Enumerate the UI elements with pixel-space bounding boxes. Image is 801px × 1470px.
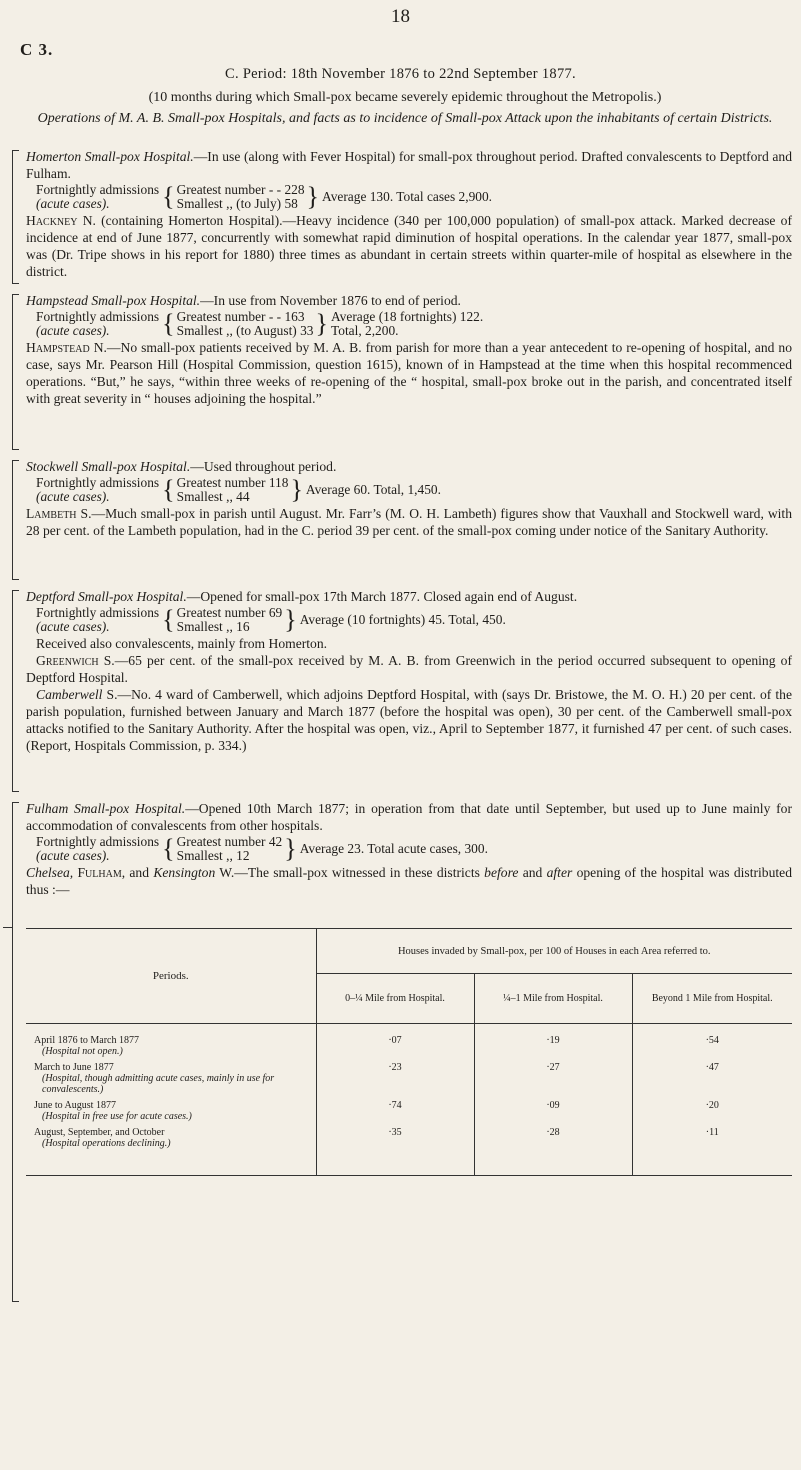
period-label: August, September, and October [34,1127,165,1138]
houses-invaded-header: Houses invaded by Small-pox, per 100 of Houses in each Area referred to. [316,929,792,974]
hospital-intro: —In use from November 1876 to end of period. [200,293,461,308]
periods-header: Periods. [26,929,316,1024]
stockwell-section [12,458,792,582]
greatest-number: Greatest number - - 163 [176,309,305,324]
period-cell [26,1034,316,1061]
hospital-title: Homerton Small-pox Hospital. [26,149,194,164]
hospital-intro: —Opened for small-pox 17th March 1877. Closed again end of August. [186,589,578,604]
district-name: Hackney [26,213,78,228]
admissions-label: Fortnightly admissions [36,182,160,197]
table-row [26,1126,792,1153]
value-cell: ·07 [316,1034,474,1061]
table-row [26,1061,792,1099]
district-text: S.—Much small-pox in parish until August. Mr. Farr’s (M. O. H. Lambeth) figures show that Vauxhall and Stockwell ward, with 28 per cent. of the Lambeth population, had in the C. period 39 per cent. of the small-pox coming under notice of the Sanitary Authority. [26,506,792,538]
hospital-intro: —Opened 10th March 1877; in operation from that date until September, but used up to June mainly for accommodation of convalescents from other hospitals. [26,801,793,833]
col-mid-header: ¼–1 Mile from Hospital. [474,974,632,1024]
district-name: Kensington [153,865,216,880]
section-code: C 3. [20,40,54,59]
smallest-number: Smallest ,, 16 [176,619,250,634]
admissions-sublabel: (acute cases). [36,323,110,338]
value-cell: ·23 [316,1061,474,1099]
district-name: Fulham, [77,865,126,880]
greatest-number: Greatest number 42 [176,834,283,849]
admissions-summary: Average (10 fortnights) 45. Total, 450. [299,612,506,627]
fulham-section [12,800,792,924]
period-note: (Hospital not open.) [42,1046,123,1057]
district-text: S.—No. 4 ward of Camberwell, which adjoins Deptford Hospital, with (says Dr. Bristowe, the M. O. H.) 20 per cent. of the parish population, furnished between January and March 1877 (before the hospital was open), 30 per cent. of the Camberwell small-pox attacks notified to the Sanitary Authority. After the hospital was open, viz., April to September 1877, it furnished 47 per cent. of such cases. (Report, Hospitals Commission, p. 334.) [26,687,792,753]
district-text: after [546,865,573,880]
admissions-label: Fortnightly admissions [36,309,160,324]
period-label: April 1876 to March 1877 [34,1035,139,1046]
section-brace [12,150,19,284]
greatest-number: Greatest number - - 228 [176,182,305,197]
value-cell: ·27 [474,1061,632,1099]
value-cell: ·35 [316,1126,474,1153]
period-note: (Hospital, though admitting acute cases, mainly in use for convalescents.) [42,1073,275,1095]
value-cell: ·11 [705,1127,719,1138]
col-near-header: 0–¼ Mile from Hospital. [316,974,474,1024]
district-text: and [522,865,543,880]
section-brace [12,590,19,792]
admissions-label: Fortnightly admissions [36,605,160,620]
admissions-row: Fortnightly admissions (acute cases). { Greatest number - - 163 Smallest ,, (to August) 33 } Average (18 fortnights) 122. Total, 2,200. [36,309,484,338]
greatest-number: Greatest number 69 [176,605,283,620]
district-name: Lambeth [26,506,77,521]
district-text: and [129,865,150,880]
admissions-total: Total, 2,200. [331,323,399,338]
admissions-average: Average (18 fortnights) 122. [331,309,484,324]
district-text: W.—The small-pox witnessed in these districts [219,865,480,880]
district-name: Hampstead [26,340,90,355]
smallest-number: Smallest ,, (to July) 58 [176,196,298,211]
admissions-label: Fortnightly admissions [36,834,160,849]
table-row [26,1099,792,1126]
value-cell: ·19 [474,1034,632,1061]
hospital-intro: —In use (along with Fever Hospital) for small-pox throughout period. Drafted convalescents to Deptford and Fulham. [26,149,792,181]
hospital-title: Stockwell Small-pox Hospital. [26,459,191,474]
operations-heading: Operations of M. A. B. Small-pox Hospitals, and facts as to incidence of Small-pox Attack upon the inhabitants of certain Districts. [37,111,773,126]
district-text: S.—65 per cent. of the small-pox received by M. A. B. from Greenwich in the period occurred subsequent to opening of Deptford Hospital. [26,653,792,685]
smallest-number: Smallest ,, 44 [176,489,250,504]
smallest-number: Smallest ,, 12 [176,848,250,863]
admissions-row: Fortnightly admissions (acute cases). { Greatest number 42 Smallest ,, 12 } Average 23. Total acute cases, 300. [36,834,488,863]
section-brace [12,460,19,580]
admissions-summary: Average 23. Total acute cases, 300. [299,841,488,856]
col-far-header: Beyond 1 Mile from Hospital. [632,974,792,1024]
period-label: March to June 1877 [34,1062,114,1073]
admissions-sublabel: (acute cases). [36,619,110,634]
deptford-section [12,588,792,794]
period-label: June to August 1877 [34,1100,116,1111]
brace-tip [3,927,12,928]
value-cell: ·54 [705,1035,719,1046]
homerton-section [12,148,792,286]
hospital-intro: —Used throughout period. [190,459,337,474]
district-text: N.—No small-pox patients received by M. A. B. from parish for more than a year antecedent to re-opening of hospital, and no case, says Mr. Pearson Hill (Hospital Commission, question 1615), known of in Hampstead at the time when this hospital recommenced operations. “But,” he says, “within three weeks of re-opening of the “ hospital, small-pox broke out in the parish, and concentrated itself with great severity in “ houses adjoining the hospital.” [26,340,793,406]
convalescents-note: Received also convalescents, mainly from Homerton. [36,636,328,651]
hospital-title: Fulham Small-pox Hospital. [26,801,186,816]
district-text: opening of the hospital was distributed thus :— [26,865,792,897]
admissions-label: Fortnightly admissions [36,475,160,490]
section-brace [12,294,19,450]
hospital-title: Deptford Small-pox Hospital. [26,589,187,604]
period-heading: C. Period: 18th November 1876 to 22nd September 1877. [225,66,576,82]
admissions-row: Fortnightly admissions (acute cases). { Greatest number - - 228 Smallest ,, (to July) 58 } Average 130. Total cases 2,900. [36,182,493,211]
hospital-title: Hampstead Small-pox Hospital. [26,293,201,308]
period-cell [26,1126,316,1153]
value-cell: ·20 [705,1100,719,1111]
value-cell: ·47 [705,1062,719,1073]
smallest-number: Smallest ,, (to August) 33 [176,323,314,338]
greatest-number: Greatest number 118 [176,475,289,490]
district-name: Greenwich [36,653,99,668]
hampstead-section [12,292,792,452]
admissions-sublabel: (acute cases). [36,489,110,504]
admissions-summary: Average 130. Total cases 2,900. [322,189,493,204]
admissions-row: Fortnightly admissions (acute cases). { Greatest number 69 Smallest ,, 16 } Average (10 fortnights) 45. Total, 450. [36,605,506,634]
district-name: Camberwell [36,687,103,702]
admissions-row: Fortnightly admissions (acute cases). { Greatest number 118 Smallest ,, 44 } Average 60. Total, 1,450. [36,475,441,504]
period-note: (Hospital in free use for acute cases.) [42,1111,192,1122]
page-number: 18 [391,6,410,27]
district-name: Chelsea, [26,865,74,880]
value-cell: ·28 [474,1126,632,1153]
value-cell: ·74 [316,1099,474,1126]
period-cell [26,1099,316,1126]
admissions-sublabel: (acute cases). [36,848,110,863]
period-note: (Hospital operations declining.) [42,1138,171,1149]
admissions-summary: Average 60. Total, 1,450. [305,482,441,497]
table-row [26,1034,792,1061]
period-cell [26,1061,316,1099]
admissions-sublabel: (acute cases). [36,196,110,211]
incidence-table [26,928,792,1176]
district-text: N. (containing Homerton Hospital).—Heavy incidence (340 per 100,000 population) of small-pox attack. Marked decrease of incidence at end of June 1877, concurrently with somewhat rapid diminution of hospital operations. In the calendar year 1877, small-pox was (Dr. Tripe shows in his report for 1880) three times as abundant in certain streets within quarter-mile of hospital as elsewhere in the district. [26,213,792,279]
value-cell: ·09 [474,1099,632,1126]
period-subtitle: (10 months during which Small-pox became severely epidemic throughout the Metropolis.) [148,90,662,105]
incidence-table-block [12,928,792,1300]
district-text: before [484,865,519,880]
